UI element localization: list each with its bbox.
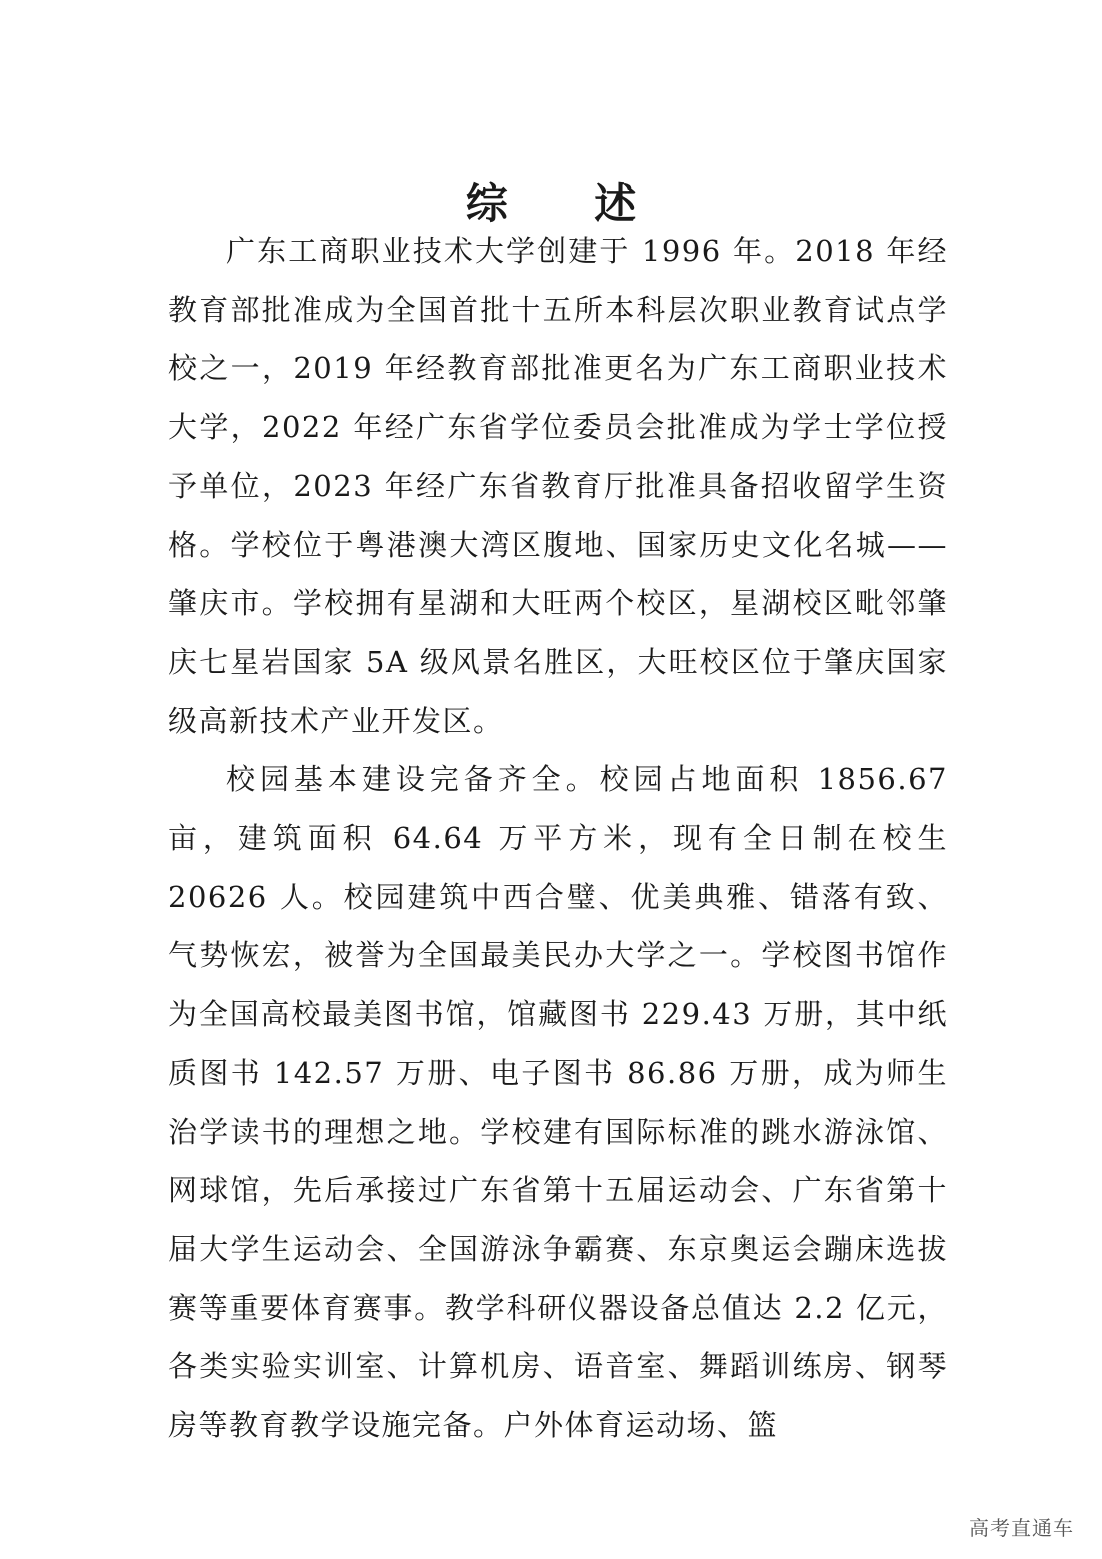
document-body (168, 222, 948, 1455)
page-title: 综 述 (465, 179, 673, 229)
watermark-label: 高考直通车 (969, 1516, 1074, 1540)
paragraph-campus: 校园基本建设完备齐全。校园占地面积 1856.67 亩，建筑面积 64.64 万平方米，现有全日制在校生 20626 人。校园建筑中西合璧、优美典雅、错落有致、气势恢宏，被誉为全国最美民办大学之一。学校图书馆作为全国高校最美图书馆，馆藏图书 229.43 万册，其中纸质图书 142.57 万册、电子图书 86.86 万册，成为师生治学读书的理想之地。学校建有国际标准的跳水游泳馆、网球馆，先后承接过广东省第十五届运动会、广东省第十届大学生运动会、全国游泳争霸赛、东京奥运会蹦床选拔赛等重要体育赛事。教学科研仪器设备总值达 2.2 亿元，各类实验实训室、计算机房、语音室、舞蹈训练房、钢琴房等教育教学设施完备。户外体育运动场、篮 (168, 762, 948, 1443)
paragraph-intro: 广东工商职业技术大学创建于 1996 年。2018 年经教育部批准成为全国首批十五所本科层次职业教育试点学校之一，2019 年经教育部批准更名为广东工商职业技术大学，2022 年经广东省学位委员会批准成为学士学位授予单位，2023 年经广东省教育厅批准具备招收留学生资格。学校位于粤港澳大湾区腹地、国家历史文化名城——肇庆市。学校拥有星湖和大旺两个校区，星湖校区毗邻肇庆七星岩国家 5A 级风景名胜区，大旺校区位于肇庆国家级高新技术产业开发区。 (168, 234, 948, 738)
